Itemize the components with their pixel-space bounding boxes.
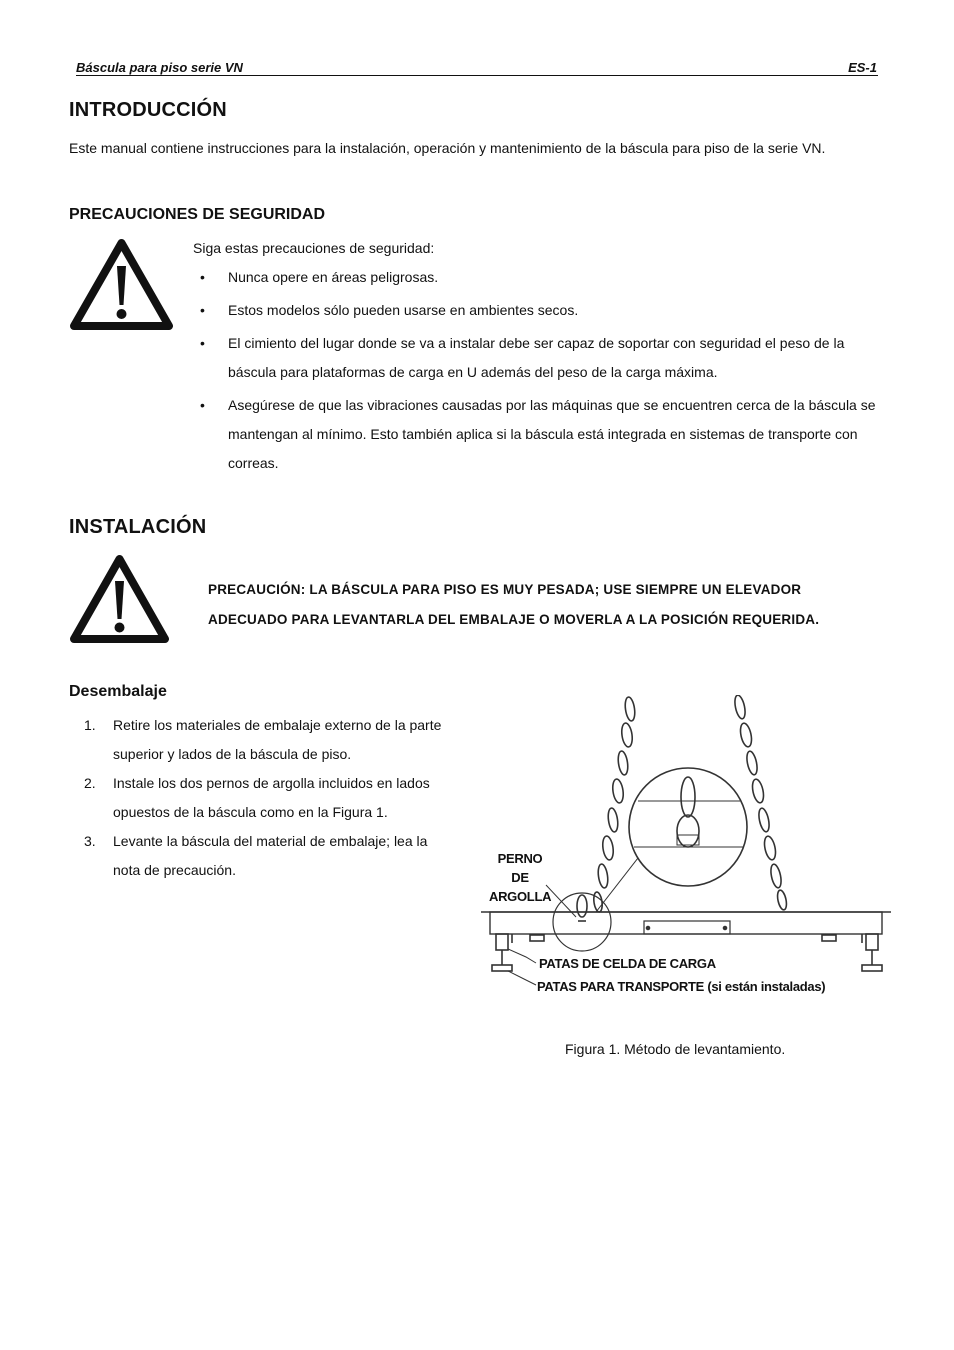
unpacking-step xyxy=(69,711,449,769)
figure-label-eyebolt-line2: ARGOLLA xyxy=(489,889,552,904)
step-text: Retire los materiales de embalaje externo de la parte superior y lados de la báscula de piso. xyxy=(113,717,442,762)
safety-item: • Estos modelos sólo pueden usarse en ambientes secos. xyxy=(193,296,893,325)
scale-platform xyxy=(490,912,882,934)
step-number: 1. xyxy=(84,717,96,733)
safety-lead: Siga estas precauciones de seguridad: xyxy=(193,240,435,256)
safety-item: • El cimiento del lugar donde se va a instalar debe ser capaz de soportar con seguridad el peso de la báscula para plataformas de carga en U además del peso de la carga máxima. xyxy=(193,329,893,387)
scale-label-plate xyxy=(644,921,730,934)
detail-magnifier xyxy=(629,768,747,886)
step-text: Instale los dos pernos de argolla incluidos en lados opuestos de la báscula como en la Figura 1. xyxy=(113,775,430,820)
page-number: ES-1 xyxy=(848,60,877,75)
intro-heading: INTRODUCCIÓN xyxy=(69,99,227,121)
figure-label-load-cell-feet: PATAS DE CELDA DE CARGA xyxy=(539,956,716,971)
figure-label-eyebolt-line1: PERNO DE xyxy=(497,851,543,885)
header-rule xyxy=(76,75,878,76)
safety-item: • Asegúrese de que las vibraciones causadas por las máquinas que se encuentren cerca de la báscula se mantengan al mínimo. Esto también aplica si la báscula está integrada en sistemas de transporte con correas. xyxy=(193,391,893,478)
warning-triangle-icon xyxy=(68,237,175,333)
step-number: 2. xyxy=(84,775,96,791)
figure-label-eyebolt xyxy=(489,849,551,906)
warning-triangle-icon xyxy=(68,553,171,646)
unpacking-step xyxy=(69,769,449,827)
safety-list xyxy=(193,263,893,482)
step-number: 3. xyxy=(84,833,96,849)
figure-label-transport-feet: PATAS PARA TRANSPORTE (si están instaladas) xyxy=(537,979,826,994)
safety-item: • Nunca opere en áreas peligrosas. xyxy=(193,263,893,292)
safety-heading: PRECAUCIONES DE SEGURIDAD xyxy=(69,206,326,223)
transport-feet xyxy=(530,935,836,941)
unpacking-step xyxy=(69,827,449,885)
unpacking-heading: Desembalaje xyxy=(69,683,167,700)
left-chain xyxy=(593,696,636,912)
unpacking-steps xyxy=(69,711,449,885)
intro-text: Este manual contiene instrucciones para la instalación, operación y mantenimiento de la báscula para piso de la serie VN. xyxy=(69,140,826,156)
caution-text: PRECAUCIÓN: LA BÁSCULA PARA PISO ES MUY PESADA; USE SIEMPRE UN ELEVADOR ADECUADO PARA LEVANTARLA DEL EMBALAJE O MOVERLA A LA POSICIÓN REQUERIDA. xyxy=(208,582,820,627)
running-header-title: Báscula para piso serie VN xyxy=(76,60,243,75)
step-text: Levante la báscula del material de embalaje; lea la nota de precaución. xyxy=(113,833,428,878)
figure-caption: Figura 1. Método de levantamiento. xyxy=(565,1041,786,1057)
installation-heading: INSTALACIÓN xyxy=(69,516,207,538)
